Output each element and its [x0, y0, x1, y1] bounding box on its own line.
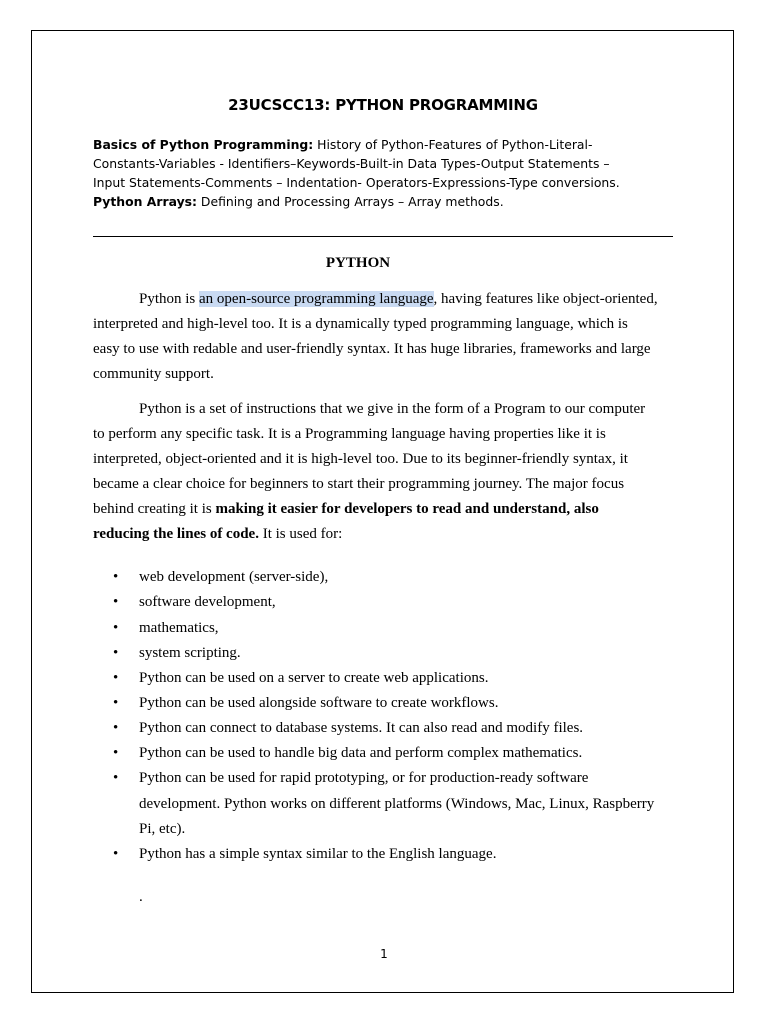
bullet-icon: • [113, 645, 119, 661]
para2-line-5 [93, 497, 683, 522]
syllabus-line-3: Input Statements-Comments – Indentation- Operators-Expressions-Type conversions. [93, 175, 620, 190]
para2-line-2: to perform any specific task. It is a Programming language having properties like it is [93, 426, 606, 442]
bullet-icon: • [113, 594, 119, 610]
horizontal-divider [93, 236, 673, 237]
syllabus-line-4 [93, 192, 683, 211]
para2-line-3: interpreted, object-oriented and it is high-level too. Due to its beginner-friendly syntax, it [93, 451, 628, 467]
para2-line-6 [93, 522, 683, 547]
unit1-label: Basics of Python Programming: [93, 137, 314, 152]
bullet-icon: • [113, 770, 119, 786]
bullet-icon: • [113, 569, 119, 585]
list-item: Python can be used on a server to create web applications. [139, 670, 489, 686]
unit2-label: Python Arrays: [93, 194, 197, 209]
section-heading: PYTHON [325, 255, 391, 271]
page-number: 1 [380, 947, 388, 961]
para2-text-post: It is used for: [258, 526, 343, 542]
para1-text-pre: Python is [139, 291, 200, 307]
list-item-continuation: development. Python works on different platforms (Windows, Mac, Linux, Raspberry [139, 796, 655, 812]
list-item: Python can be used to handle big data and perform complex mathematics. [139, 745, 583, 761]
list-item: system scripting. [139, 645, 241, 661]
para2-bold-text: making it easier for developers to read and understand, also [215, 501, 599, 517]
bullet-icon: • [113, 745, 119, 761]
para2-line-4: became a clear choice for beginners to start their programming journey. The major focus [93, 476, 625, 492]
syllabus-line-1 [93, 135, 683, 154]
list-item: mathematics, [139, 620, 219, 636]
syllabus-line-2: Constants-Variables - Identifiers–Keywords-Built-in Data Types-Output Statements – [93, 156, 610, 171]
bullet-icon: • [113, 846, 119, 862]
para2-line-1: Python is a set of instructions that we give in the form of a Program to our computer [139, 401, 646, 417]
list-item: software development, [139, 594, 276, 610]
list-item: Python can be used alongside software to create workflows. [139, 695, 499, 711]
unit2-text: Defining and Processing Arrays – Array methods. [196, 194, 504, 209]
highlighted-text[interactable]: an open-source programming language [199, 291, 434, 307]
list-item: Python can connect to database systems. It can also read and modify files. [139, 720, 584, 736]
para1-line-3: easy to use with redable and user-friendly syntax. It has huge libraries, frameworks and large [93, 341, 651, 357]
para1-line-1 [139, 287, 729, 312]
list-item: web development (server-side), [139, 569, 329, 585]
list-item: Python has a simple syntax similar to the English language. [139, 846, 497, 862]
para2-bold-text-end: reducing the lines of code. [93, 526, 259, 542]
bullet-icon: • [113, 720, 119, 736]
list-item-continuation: Pi, etc). [139, 821, 186, 837]
bullet-icon: • [113, 670, 119, 686]
unit1-text-1: History of Python-Features of Python-Literal- [313, 137, 593, 152]
para1-text-post: , having features like object-oriented, [433, 291, 658, 307]
para1-line-2: interpreted and high-level too. It is a dynamically typed programming language, which is [93, 316, 628, 332]
document-title: 23UCSCC13: PYTHON PROGRAMMING [228, 96, 538, 114]
bullet-icon: • [113, 620, 119, 636]
trailing-dot: . [139, 889, 143, 905]
bullet-icon: • [113, 695, 119, 711]
para1-line-4: community support. [93, 366, 214, 382]
para2-text-pre: behind creating it is [93, 501, 216, 517]
list-item: Python can be used for rapid prototyping, or for production-ready software [139, 770, 589, 786]
